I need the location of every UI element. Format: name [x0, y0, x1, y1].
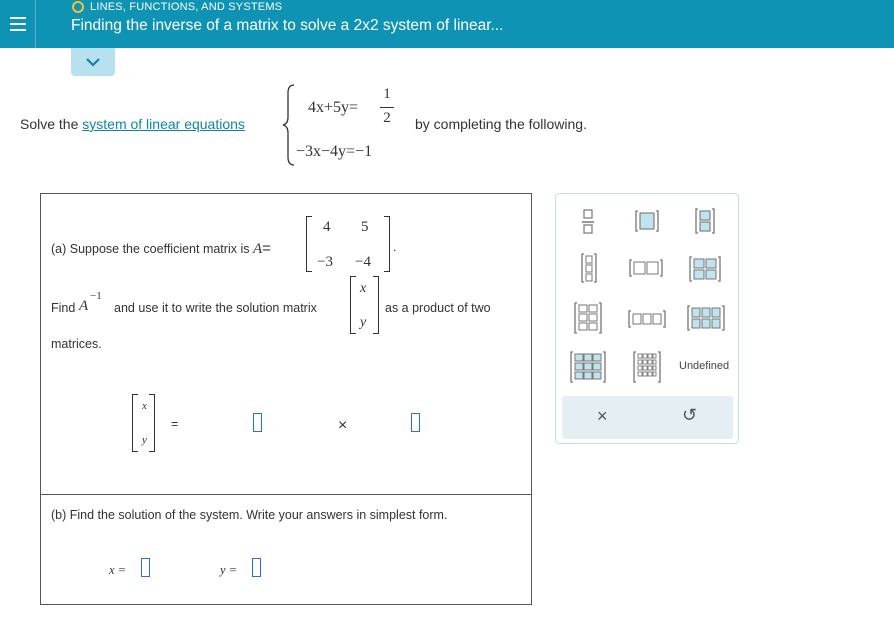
x-answer-input[interactable] [141, 558, 150, 577]
matrix-period: . [393, 240, 397, 254]
fraction-numerator: 1 [383, 86, 391, 102]
matrix-var: A [252, 241, 263, 257]
equation-1: 4x+5y= [308, 99, 359, 116]
equals-sign: = [262, 240, 271, 257]
fraction-bar [380, 107, 394, 108]
times-sign: × [338, 417, 348, 434]
topic-status-icon [72, 1, 84, 13]
header-bar [0, 0, 894, 48]
y-label-text: y = [220, 563, 238, 577]
x-label [109, 563, 126, 578]
inverse-matrix-input[interactable] [253, 413, 262, 432]
matrix-1x2-icon[interactable] [629, 259, 663, 277]
part-a-text [51, 240, 271, 258]
solution-right-bracket [373, 276, 379, 334]
collapse-button[interactable] [71, 48, 115, 76]
page-title: Finding the inverse of a matrix to solve a 2x2 system of linear... [71, 17, 504, 34]
matrix-3x2-icon[interactable] [574, 302, 602, 334]
topic-row [72, 1, 282, 13]
equation-2: −3x−4y=−1 [296, 143, 373, 160]
prompt-text: Solve the [20, 116, 83, 132]
topic-label: LINES, FUNCTIONS, AND SYSTEMS [90, 1, 283, 13]
matrix-a22: −4 [355, 254, 371, 270]
matrix-a21: −3 [317, 254, 333, 270]
toolbox-actions [562, 396, 733, 439]
undo-icon[interactable]: ↺ [682, 405, 698, 425]
system-link[interactable]: system of linear equations [82, 116, 245, 132]
find-prefix: Find [51, 301, 76, 315]
find-suffix: as a product of two [385, 301, 491, 315]
matrix-left-bracket [306, 216, 312, 272]
solution-var-x: x [360, 281, 367, 296]
matrix-right-bracket [384, 216, 390, 272]
y-answer-input[interactable] [252, 558, 261, 577]
panel-divider [41, 494, 531, 495]
part-a-line3: matrices. [51, 337, 102, 351]
find-middle: and use it to write the solution matrix [114, 301, 317, 315]
chevron-down-icon [85, 57, 101, 67]
product-equals: = [171, 417, 179, 431]
matrix-2x2-icon[interactable] [689, 256, 721, 282]
inverse-exponent: −1 [90, 290, 102, 302]
fraction-denominator: 2 [383, 110, 391, 126]
y-label [220, 563, 237, 578]
clear-icon[interactable]: × [597, 406, 608, 426]
prompt-suffix: by completing the following. [415, 116, 587, 132]
matrix-a11: 4 [323, 219, 331, 235]
lhs-var-x: x [142, 400, 147, 412]
solution-var-y: y [360, 315, 367, 330]
part-a-intro: (a) Suppose the coefficient matrix is [51, 242, 253, 256]
matrix-1x3-icon[interactable] [628, 310, 666, 328]
matrix-custom-icon[interactable] [633, 351, 661, 383]
matrix-2x3-icon[interactable] [687, 305, 725, 331]
matrix-3x3-icon[interactable] [570, 351, 606, 383]
part-b-instruction: (b) Find the solution of the system. Write your answers in simplest form. [51, 508, 448, 522]
menu-icon[interactable] [0, 0, 36, 48]
lhs-var-y: y [142, 434, 147, 446]
system-brace [282, 83, 296, 167]
matrix-1x1-icon[interactable] [634, 209, 660, 233]
constant-matrix-input[interactable] [411, 413, 420, 432]
matrix-a12: 5 [361, 219, 369, 235]
fraction-tool-icon[interactable] [581, 208, 595, 236]
x-label-text: x = [109, 563, 127, 577]
lhs-left-bracket [132, 394, 138, 452]
matrix-2x1-icon[interactable] [694, 207, 716, 235]
math-toolbox [555, 193, 739, 444]
inverse-var: A [79, 298, 89, 314]
matrix-3x1-icon[interactable] [581, 252, 597, 284]
undefined-button[interactable]: Undefined [679, 360, 730, 372]
answer-panel [40, 193, 532, 605]
solution-left-bracket [350, 276, 356, 334]
lhs-right-bracket [149, 394, 155, 452]
problem-prompt [20, 116, 245, 132]
